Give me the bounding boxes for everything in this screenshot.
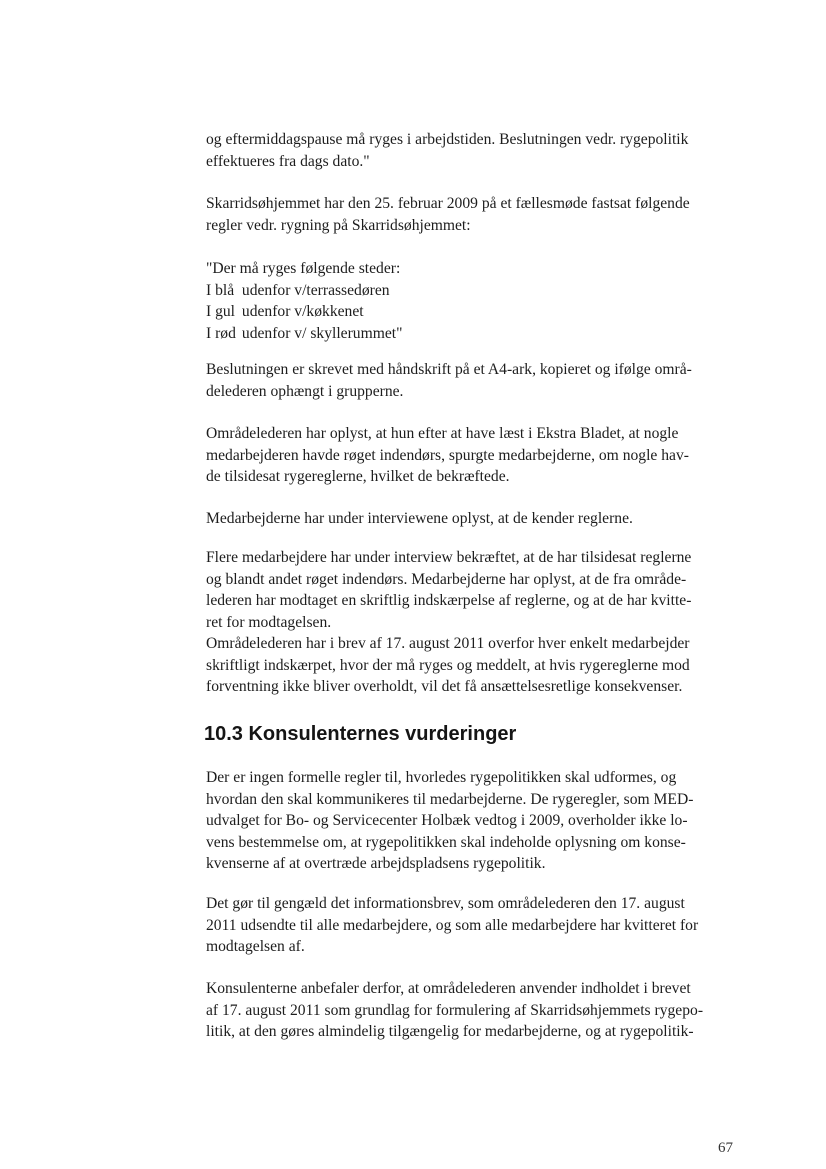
list-item — [206, 280, 746, 302]
text-line: udvalget for Bo- og Servicecenter Holbæk vedtog i 2009, overholder ikke lo- — [206, 812, 688, 829]
text-line: medarbejderen havde røget indendørs, spurgte medarbejderne, om nogle hav- — [206, 446, 689, 464]
text-line: Områdelederen har i brev af 17. august 2011 overfor hver enkelt medarbejder — [206, 635, 690, 652]
paragraph-interviews — [206, 508, 746, 530]
text-line: regler vedr. rygning på Skarridsøhjemmet: — [206, 216, 471, 234]
text-line: kvenserne af at overtræde arbejdspladsens rygepolitik. — [206, 855, 546, 872]
text-line: ret for modtagelsen. — [206, 613, 332, 631]
text-line: Flere medarbejdere har under interview bekræftet, at de har tilsidesat reglerne — [206, 549, 692, 566]
text-line: forventning ikke bliver overholdt, vil det få ansættelsesretlige konsekvenser. — [206, 678, 683, 695]
text-line: skriftligt indskærpet, hvor der må ryges og meddelt, at hvis rygereglerne mod — [206, 656, 690, 674]
paragraph-recommendation — [206, 978, 746, 1043]
paragraph-information-letter — [206, 893, 746, 958]
paragraph-no-formal-rules — [206, 767, 746, 875]
text-line: effektueres fra dags dato." — [206, 152, 370, 170]
text-line: modtagelsen af. — [206, 938, 305, 955]
rule-location: udenfor v/terrassedøren — [241, 281, 390, 299]
page-number: 67 — [718, 1140, 733, 1156]
section-heading: 10.3 Konsulenternes vurderinger — [204, 723, 517, 745]
text-line: litik, at den gøres almindelig tilgængelig for medarbejderne, og at rygepolitik- — [206, 1023, 694, 1040]
text-line: og eftermiddagspause må ryges i arbejdstiden. Beslutningen vedr. rygepolitik — [206, 131, 689, 148]
rule-label: I rød — [206, 324, 236, 342]
text-line: Beslutningen er skrevet med håndskrift på et A4-ark, kopieret og ifølge områ- — [206, 361, 692, 378]
paragraph-handwritten-note — [206, 359, 746, 402]
rule-location: udenfor v/ skyllerummet" — [241, 324, 403, 342]
paragraph-quote-end — [206, 129, 746, 172]
rule-label: I blå — [206, 281, 235, 299]
text-line: 2011 udsendte til alle medarbejdere, og som alle medarbejdere har kvitteret for — [206, 916, 699, 934]
text-line: lederen har modtaget en skriftlig indskærpelse af reglerne, og at de har kvitte- — [206, 592, 692, 609]
list-item — [206, 323, 746, 345]
text-line: og blandt andet røget indendørs. Medarbejderne har oplyst, at de fra område- — [206, 570, 687, 588]
paragraph-rules-decision — [206, 193, 746, 236]
text-line: af 17. august 2011 som grundlag for formulering af Skarridsøhjemmets rygepo- — [206, 1001, 704, 1019]
paragraph-area-manager — [206, 423, 746, 488]
text-line: delederen ophængt i grupperne. — [206, 382, 404, 400]
text-line: Medarbejderne har under interviewene oplyst, at de kender reglerne. — [206, 510, 633, 527]
text-line: Skarridsøhjemmet har den 25. februar 2009 på et fællesmøde fastsat følgende — [206, 195, 690, 212]
rule-location: udenfor v/køkkenet — [241, 303, 364, 320]
text-line: Områdelederen har oplyst, at hun efter at have læst i Ekstra Bladet, at nogle — [206, 425, 679, 442]
rule-label: I gul — [206, 303, 236, 320]
text-line: vens bestemmelse om, at rygepolitikken skal indeholde oplysning om konse- — [206, 833, 686, 851]
text-line: Der er ingen formelle regler til, hvorledes rygepolitikken skal udformes, og — [206, 769, 677, 786]
text-line: Det gør til gengæld det informationsbrev, som områdelederen den 17. august — [206, 895, 685, 912]
text-line: Konsulenterne anbefaler derfor, at områdelederen anvender indholdet i brevet — [206, 980, 691, 997]
paragraph-staff-confirmed — [206, 547, 746, 698]
text-line: hvordan den skal kommunikeres til medarbejderne. De rygeregler, som MED- — [206, 790, 694, 808]
list-intro: "Der må ryges følgende steder: — [206, 260, 401, 277]
text-line: de tilsidesat rygereglerne, hvilket de bekræftede. — [206, 468, 510, 485]
list-item — [206, 301, 746, 323]
smoking-locations-list — [206, 258, 746, 344]
